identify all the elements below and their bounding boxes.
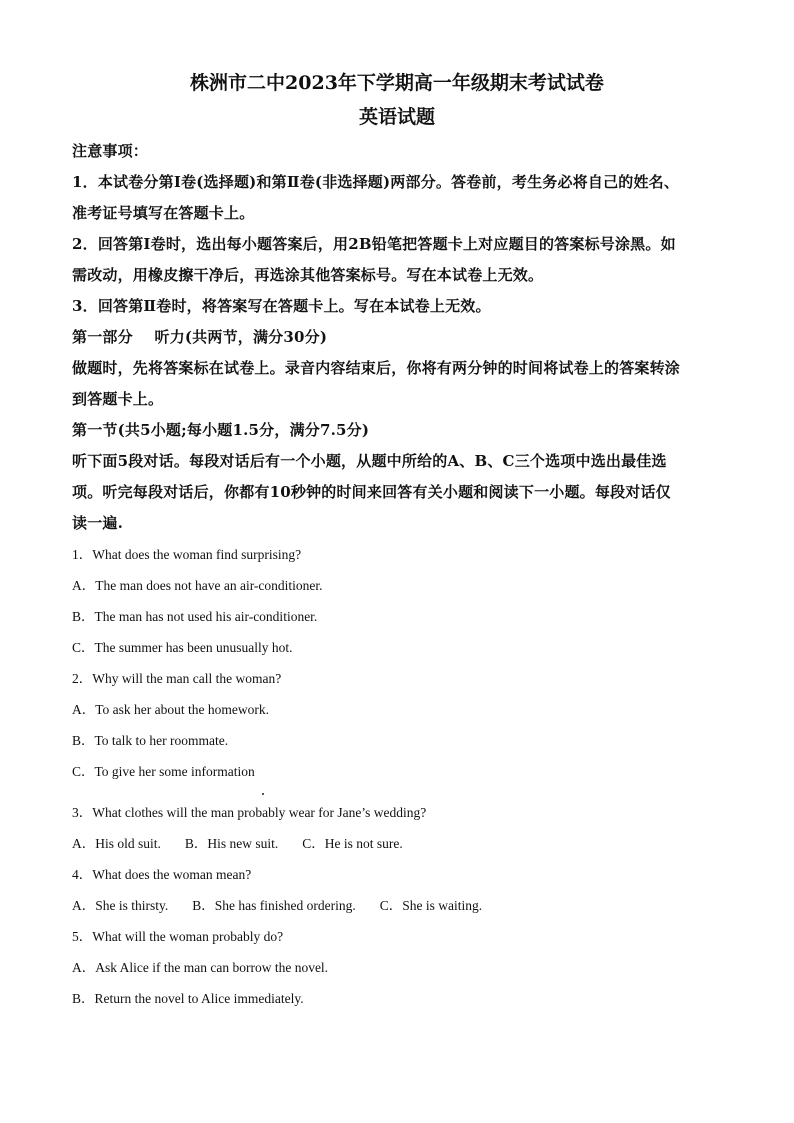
- question-option: B．The man has not used his air-conditioner.: [72, 609, 318, 624]
- question-option: C．To give her some information: [72, 764, 255, 779]
- question-option: C．She is waiting.: [379, 898, 483, 913]
- notice-line: 1．本试卷分第Ⅰ卷(选择题)和第Ⅱ卷(非选择题)两部分。答卷前，考生务必将自己的姓名、: [72, 173, 680, 191]
- question-option: B．Return the novel to Alice immediately.: [72, 991, 304, 1006]
- inline-options-row: [72, 828, 722, 859]
- notice-line: 需改动，用橡皮擦干净后，再选涂其他答案标号。写在本试卷上无效。: [72, 266, 544, 284]
- question-stem: 3．What clothes will the man probably wear for Jane’s wedding?: [72, 805, 427, 820]
- section1-heading: 第一节(共5小题;每小题1.5分，满分7.5分): [72, 421, 370, 439]
- section1-instruction: 读一遍.: [72, 514, 124, 532]
- question-option: A．His old suit.: [72, 836, 161, 851]
- question-option: B．She has finished ordering.: [192, 898, 356, 913]
- question-stem: 1．What does the woman find surprising?: [72, 547, 302, 562]
- question-option: A．Ask Alice if the man can borrow the novel.: [72, 960, 329, 975]
- notice-line: 2．回答第Ⅰ卷时，选出每小题答案后，用2B铅笔把答题卡上对应题目的答案标号涂黑。如: [72, 235, 676, 253]
- inline-options-row: [72, 890, 722, 921]
- exam-page: [72, 66, 722, 1014]
- exam-subtitle: 英语试题: [358, 106, 435, 128]
- notice-line: 准考证号填写在答题卡上。: [72, 204, 255, 222]
- question-option: B．To talk to her roommate.: [72, 733, 229, 748]
- section1-instruction: 听下面5段对话。每段对话后有一个小题，从题中所给的A、B、C三个选项中选出最佳选: [72, 452, 667, 470]
- question-stem: 5．What will the woman probably do?: [72, 929, 284, 944]
- spacer: [72, 787, 722, 797]
- part1-instruction: 做题时，先将答案标在试卷上。录音内容结束后，你将有两分钟的时间将试卷上的答案转涂: [72, 359, 681, 377]
- question-option: A．The man does not have an air-conditioner.: [72, 578, 323, 593]
- part1-instruction: 到答题卡上。: [72, 390, 164, 408]
- question-option: B．His new suit.: [184, 836, 279, 851]
- notice-heading: 注意事项：: [72, 142, 149, 160]
- question-option: A．She is thirsty.: [72, 898, 169, 913]
- exam-title: 株洲市二中2023年下学期高一年级期末考试试卷: [190, 72, 604, 94]
- question-option: C．He is not sure.: [302, 836, 403, 851]
- part1-heading: 第一部分 听力(共两节，满分30分): [72, 328, 328, 346]
- stray-dot-mark: [262, 793, 264, 795]
- question-option: A．To ask her about the homework.: [72, 702, 270, 717]
- section1-instruction: 项。听完每段对话后，你都有10秒钟的时间来回答有关小题和阅读下一小题。每段对话仅: [72, 483, 671, 501]
- question-stem: 2．Why will the man call the woman?: [72, 671, 282, 686]
- question-stem: 4．What does the woman mean?: [72, 867, 252, 882]
- question-option: C．The summer has been unusually hot.: [72, 640, 293, 655]
- notice-line: 3．回答第Ⅱ卷时，将答案写在答题卡上。写在本试卷上无效。: [72, 297, 491, 315]
